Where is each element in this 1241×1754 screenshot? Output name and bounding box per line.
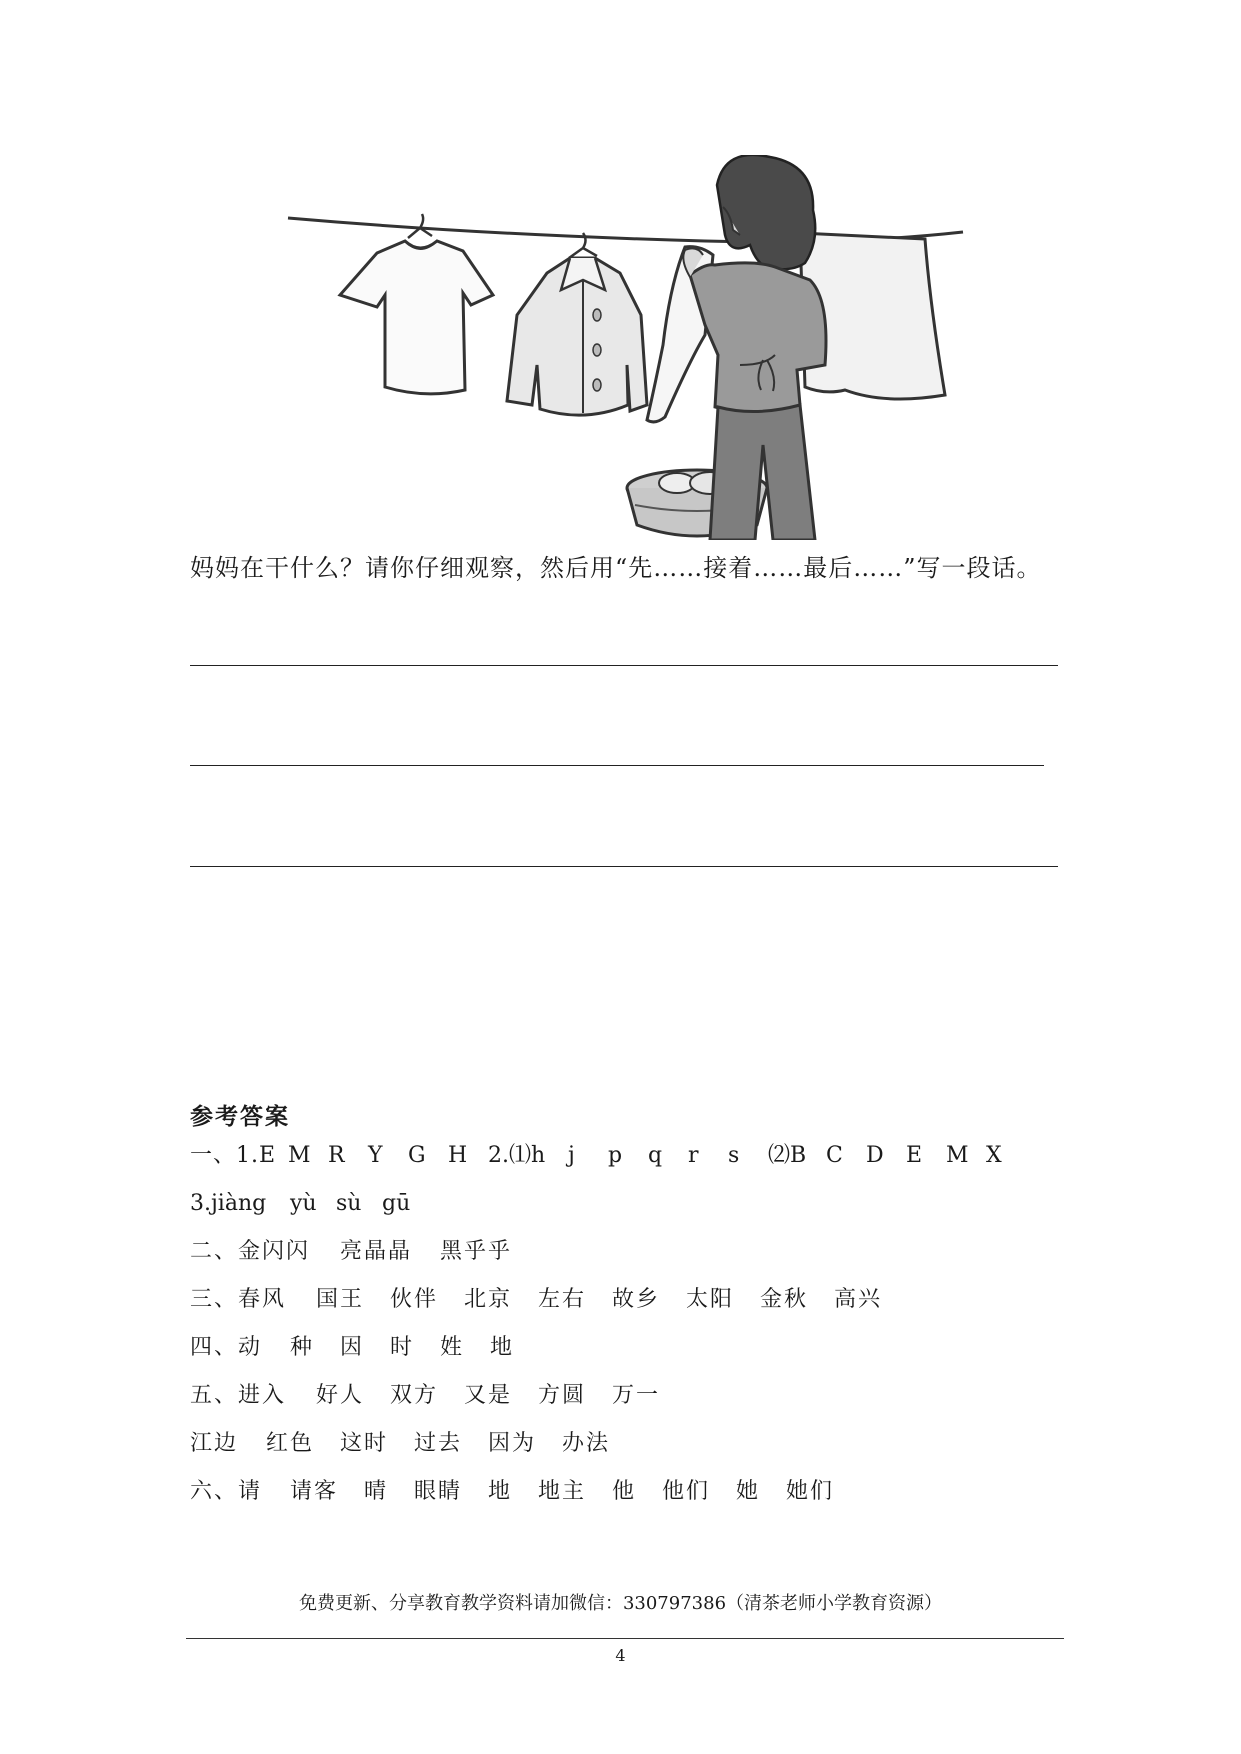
page-number: 4 <box>615 1646 626 1665</box>
laundry-illustration <box>285 155 965 540</box>
answer-line-3[interactable] <box>190 866 1058 867</box>
answer-row-5: 四、动 种 因 时 姓 地 <box>190 1335 515 1360</box>
answer-row-8: 六、请 请客 晴 眼睛 地 地主 他 他们 她 她们 <box>190 1479 835 1504</box>
answer-row-6: 五、进入 好人 双方 又是 方圆 万一 <box>190 1383 661 1408</box>
answer-row-2: 3.jiàng yù sù gū <box>190 1191 411 1216</box>
answer-row-7: 江边 红色 这时 过去 因为 办法 <box>190 1431 611 1456</box>
tshirt-drawing <box>340 214 493 394</box>
jacket-drawing <box>507 233 647 415</box>
answer-line-2[interactable] <box>190 765 1044 766</box>
footer-note: 免费更新、分享教育教学资料请加微信：330797386（清茶老师小学教育资源） <box>298 1593 943 1614</box>
answer-row-4: 三、春风 国王 伙伴 北京 左右 故乡 太阳 金秋 高兴 <box>190 1287 883 1312</box>
answer-row-1: 一、1.E M R Y G H 2.⑴h j p q r s ⑵B C D E M X <box>190 1143 1002 1168</box>
footer-divider <box>186 1638 1064 1639</box>
writing-prompt: 妈妈在干什么？请你仔细观察，然后用“先……接着……最后……”写一段话。 <box>190 554 1042 582</box>
answer-line-1[interactable] <box>190 665 1058 666</box>
answer-row-3: 二、金闪闪 亮晶晶 黑乎乎 <box>190 1239 513 1264</box>
answer-key-title: 参考答案 <box>190 1104 290 1130</box>
